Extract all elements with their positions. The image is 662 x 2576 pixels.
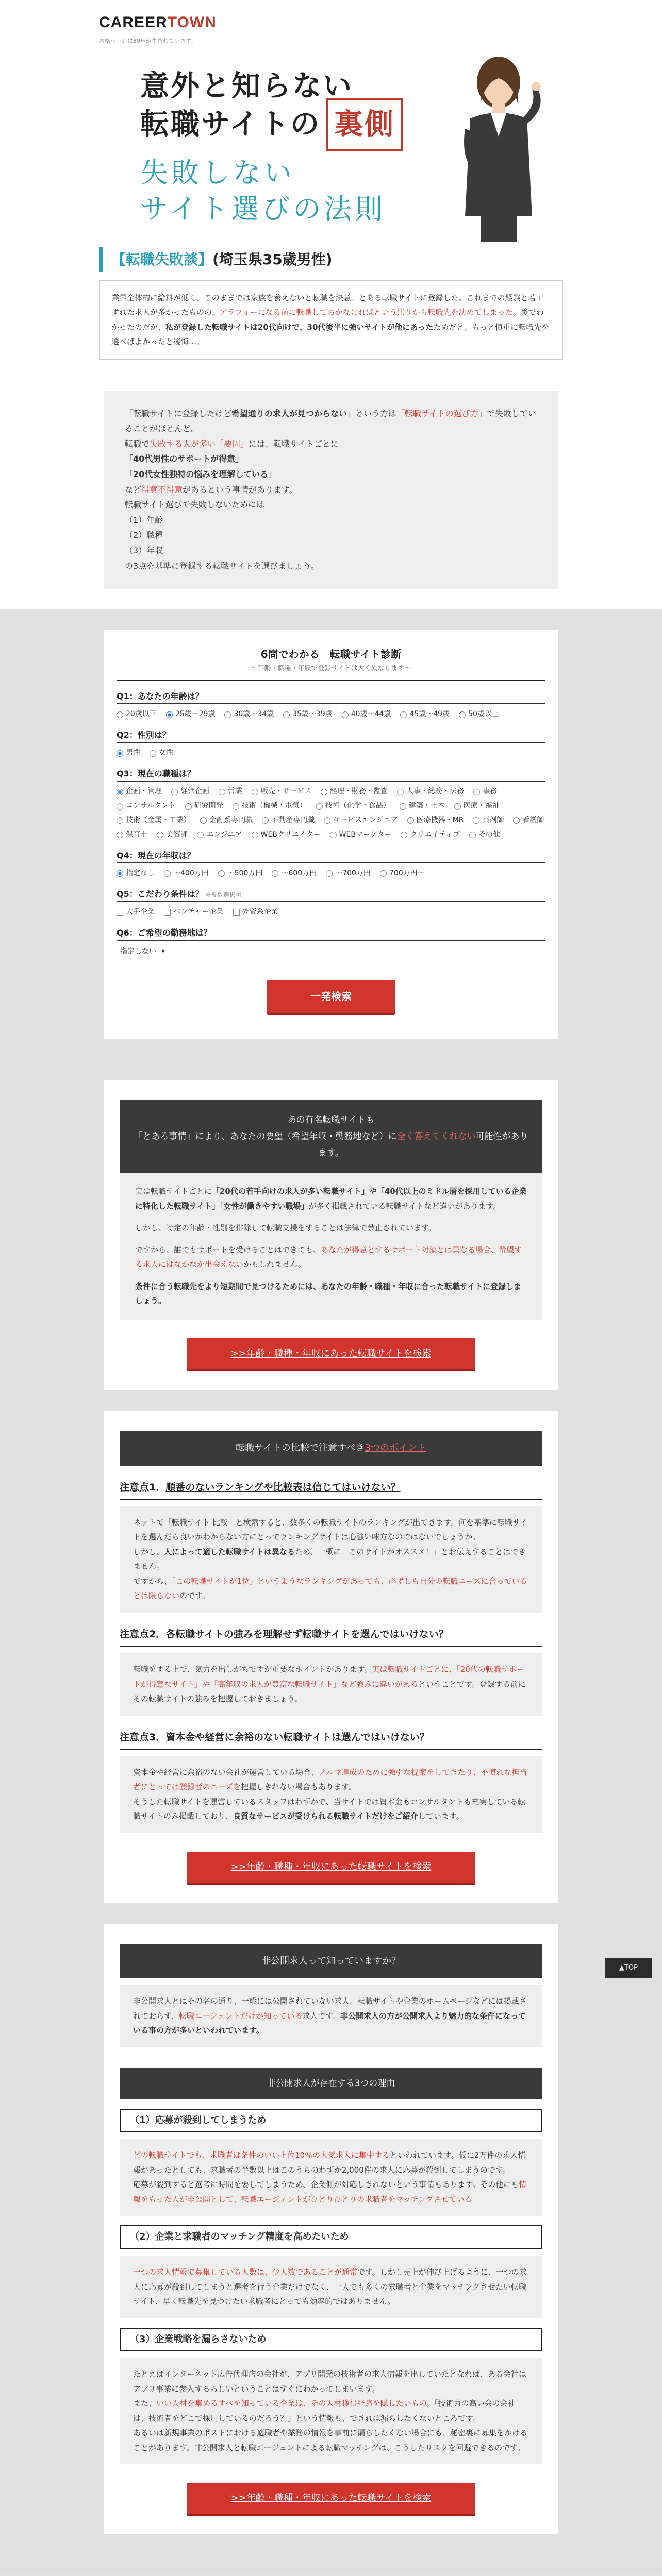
q4_opts-option[interactable] bbox=[117, 868, 155, 880]
q3_opts-option[interactable] bbox=[262, 815, 315, 827]
reason-2-body: 一つの求人情報で募集している人数は、少人数であることが通常です。しかし売上が伸び上げるように、一つの求人に応募が殺到してしまうと選考を行う企業だけでなく、一人でも多くの求職者と企業をマッチングさせたい転職サイト、早く転職先を見つけたい求職者にとっても効率的ではありません。 bbox=[120, 2256, 542, 2318]
q3_opts-option[interactable] bbox=[252, 829, 321, 841]
option-label: 外資系企業 bbox=[242, 907, 278, 916]
q1_opts-option[interactable] bbox=[117, 708, 157, 721]
question-gender: Q2：性別は？ 男性 女性 bbox=[117, 728, 545, 759]
question-age: Q1：あなたの年齢は？ 20歳以下 25歳〜29歳 30歳〜34歳 35歳〜39歳 40歳〜44歳 45歳〜49歳 50歳以上 bbox=[117, 689, 545, 721]
search-button[interactable]: 一発検索 bbox=[267, 980, 395, 1013]
radio-button[interactable] bbox=[224, 711, 231, 718]
option-label: 人事・総務・法務 bbox=[406, 787, 464, 796]
checkbox[interactable] bbox=[164, 909, 171, 916]
radio-button[interactable] bbox=[401, 832, 407, 838]
q3_opts-option[interactable] bbox=[117, 786, 162, 798]
radio-button[interactable] bbox=[473, 817, 479, 824]
q4_opts-option[interactable] bbox=[272, 868, 317, 880]
hidden-jobs-title: 非公開求人って知っていますか？ bbox=[120, 1944, 542, 1979]
option-label: 40歳〜44歳 bbox=[351, 710, 391, 719]
option-label: 〜600万円 bbox=[281, 869, 317, 877]
radio-button[interactable] bbox=[252, 789, 258, 795]
radio-button[interactable] bbox=[316, 803, 323, 810]
option-label: 経理・財務・監査 bbox=[330, 787, 388, 796]
q1_opts-option[interactable] bbox=[459, 708, 499, 721]
q3_opts-option[interactable] bbox=[171, 786, 209, 798]
radio-button[interactable] bbox=[326, 870, 333, 877]
radio-button[interactable] bbox=[117, 870, 123, 877]
site-tagline: 本格ページに30年が生まれています。 bbox=[99, 38, 196, 44]
question-location: Q6：ご希望の勤務地は？ 指定しない ▾ bbox=[117, 926, 545, 959]
option-label: ベンチャー企業 bbox=[173, 907, 224, 916]
option-label: 大手企業 bbox=[126, 907, 155, 916]
option-label: 営業 bbox=[228, 787, 242, 796]
option-label: 薬剤師 bbox=[482, 816, 504, 824]
radio-button[interactable] bbox=[454, 803, 461, 810]
point-1-body: ネットで「転職サイト 比較」と検索すると、数多くの転職サイトのランキングが出てきます。何を基準に転職サイトを選んだら良いかわからない方にとってランキングサイトは心強い味方なのではないでしょうか。 しかし、人によって適した転職サイトは異なるため、一概に「このサイトがオススメ！」とお伝えすることはできません。 ですから、「この転職サイトが1位」というようなランキングがあっても、必ずしも自分の転職ニーズに合っているとは限らないのです。 bbox=[120, 1506, 542, 1613]
search-site-button[interactable]: >>年齢・職種・年収にあった転職サイトを検索 bbox=[187, 1338, 475, 1369]
option-label: 〜700万円 bbox=[335, 869, 371, 877]
q4_opts-option[interactable] bbox=[326, 868, 371, 880]
option-label: サービスエンジニア bbox=[333, 816, 398, 824]
q3_opts-option[interactable] bbox=[401, 829, 460, 841]
option-label: 看護師 bbox=[522, 816, 544, 824]
radio-button[interactable] bbox=[218, 870, 225, 877]
q5_opts-option[interactable] bbox=[164, 906, 224, 919]
radio-button[interactable] bbox=[469, 832, 476, 838]
option-label: 研究開発 bbox=[194, 802, 223, 810]
option-label: 指定なし bbox=[126, 869, 155, 877]
q3_opts-option[interactable] bbox=[330, 829, 392, 841]
diagnosis-form bbox=[104, 630, 558, 1038]
option-label: WEBマーケター bbox=[339, 830, 392, 839]
radio-button[interactable] bbox=[219, 789, 225, 795]
radio-button[interactable] bbox=[473, 789, 480, 795]
q3_opts-option[interactable] bbox=[252, 786, 311, 798]
option-label: 経営企画 bbox=[180, 787, 209, 796]
q3_opts-option[interactable] bbox=[469, 829, 500, 841]
warning-body: 実は転職サイトごとに「20代の若手向けの求人が多い転職サイト」や「40代以上のミドル層を採用している企業に特化した転職サイト」「女性が働きやすい職場」が多く掲載されている転職サイトなど違いがあります。 しかし、特定の年齢・性別を排除して転職支援をすることは法律で禁止されています。 ですから、誰でもサポートを受けることはできても、あなたが得意とするサポート対象とは異なる場合、希望する求人にはなかなか出会えないかもしれません。 条件に合う転職先をより短期間で見つけるためには、あなたの年齢・職種・年収に合った転職サイトに登録しましょう。 bbox=[120, 1173, 542, 1320]
q3_opts-option[interactable] bbox=[117, 815, 191, 827]
q1_opts-option[interactable] bbox=[166, 708, 216, 721]
hero-line-2: 転職サイトの 裏側 bbox=[140, 98, 403, 151]
option-label: 事務 bbox=[483, 787, 497, 796]
q3_opts-option[interactable] bbox=[117, 829, 147, 841]
radio-button[interactable] bbox=[252, 832, 258, 838]
q4_opts-option[interactable] bbox=[218, 868, 263, 880]
option-label: WEBクリエイター bbox=[260, 830, 321, 839]
back-to-top-button[interactable]: ▲TOP bbox=[605, 1958, 652, 1978]
q3_opts-option[interactable] bbox=[233, 800, 307, 812]
radio-button[interactable] bbox=[380, 870, 387, 877]
hidden-jobs-card bbox=[104, 1924, 558, 2534]
radio-button[interactable] bbox=[262, 817, 269, 824]
hero-line-3: 失敗しない bbox=[140, 157, 295, 189]
site-header bbox=[99, 0, 563, 46]
site-logo[interactable]: CAREERTOWN bbox=[99, 14, 217, 31]
option-label: 美容師 bbox=[166, 830, 188, 839]
intro-band bbox=[0, 360, 662, 610]
warning-banner: あの有名転職サイトも 「とある事情」により、あなたの要望（希望年収・勤務地など）に全く答えてくれない可能性があります。 bbox=[120, 1100, 542, 1173]
radio-button[interactable] bbox=[513, 817, 520, 824]
option-label: 〜500万円 bbox=[227, 869, 263, 877]
radio-button[interactable] bbox=[166, 711, 173, 718]
radio-button[interactable] bbox=[400, 803, 406, 810]
q3_opts-option[interactable] bbox=[473, 786, 497, 798]
q3_opts-option[interactable] bbox=[157, 829, 188, 841]
radio-button[interactable] bbox=[459, 711, 466, 718]
radio-button[interactable] bbox=[342, 711, 349, 718]
reasons-title: 非公開求人が存在する3つの理由 bbox=[120, 2068, 542, 2099]
reason-1-title: （1）応募が殺到してしまうため bbox=[120, 2109, 542, 2133]
question-conditions: Q5：こだわり条件は？ ※複数選択可 大手企業 ベンチャー企業 外資系企業 bbox=[117, 887, 545, 919]
q1_opts-option[interactable] bbox=[283, 708, 333, 721]
q3_opts-option[interactable] bbox=[513, 815, 544, 827]
option-label: 25歳〜29歳 bbox=[175, 710, 216, 719]
q3_opts-option[interactable] bbox=[219, 786, 242, 798]
search-site-button[interactable]: >>年齢・職種・年収にあった転職サイトを検索 bbox=[187, 2483, 475, 2514]
radio-button[interactable] bbox=[200, 817, 207, 824]
option-label: 45歳〜49歳 bbox=[409, 710, 450, 719]
q3_opts-option[interactable] bbox=[407, 815, 464, 827]
warning-card bbox=[104, 1080, 558, 1390]
point-3-body: 資本金や経営に余裕のない会社が運営している場合、ノルマ達成のために強引な提案をしてきたり、不慣れな担当者にとっては登録者のニーズを把握しきれない場合もあります。 そうした転職サイトを運営しているスタッフはわずかで、当サイトでは資本金もコンサルタントも充実している転職サイトのみ掲載しており、良質なサービスが受けられる転職サイトだけをご紹介しています。 bbox=[120, 1756, 542, 1833]
option-label: 50歳以上 bbox=[468, 710, 499, 719]
option-label: 販売・サービス bbox=[261, 787, 311, 796]
point-3-title: 注意点3．資本金や経営に余裕のない転職サイトは選んではいけない？ bbox=[120, 1721, 542, 1750]
radio-button[interactable] bbox=[117, 750, 123, 757]
option-label: コンサルタント bbox=[126, 802, 176, 810]
option-label: 不動産専門職 bbox=[271, 816, 315, 824]
option-label: クリエイティブ bbox=[410, 830, 460, 839]
radio-button[interactable] bbox=[330, 832, 337, 838]
q3_opts-option[interactable] bbox=[321, 786, 388, 798]
option-label: 金融系専門職 bbox=[209, 816, 253, 824]
radio-button[interactable] bbox=[117, 803, 123, 810]
diagnosis-subtitle: 〜年齢・職種・年収で登録サイトは大く異なります〜 bbox=[117, 663, 545, 681]
q3_opts-option[interactable] bbox=[185, 800, 223, 812]
option-label: 保育士 bbox=[126, 830, 147, 839]
radio-button[interactable] bbox=[283, 711, 290, 718]
option-label: 〜400万円 bbox=[173, 869, 209, 877]
radio-button[interactable] bbox=[324, 817, 330, 824]
checkbox[interactable] bbox=[117, 909, 123, 916]
radio-button[interactable] bbox=[233, 803, 239, 810]
checkbox[interactable] bbox=[233, 909, 240, 916]
option-label: 男性 bbox=[126, 749, 140, 757]
radio-button[interactable] bbox=[171, 789, 178, 795]
radio-button[interactable] bbox=[117, 789, 123, 795]
option-label: 技術（機械・電気） bbox=[241, 802, 307, 810]
hero-banner bbox=[99, 46, 563, 242]
q3_opts-option[interactable] bbox=[117, 800, 176, 812]
option-label: 700万円〜 bbox=[389, 869, 425, 877]
location-select[interactable]: 指定しない ▾ bbox=[117, 945, 168, 959]
q2_opts-option[interactable] bbox=[117, 747, 140, 759]
question-income: Q4：現在の年収は？ 指定なし 〜400万円 〜500万円 〜600万円 〜700万円 700万円〜 bbox=[117, 849, 545, 880]
reason-2-title: （2）企業と求職者のマッチング精度を高めたいため bbox=[120, 2225, 542, 2249]
radio-button[interactable] bbox=[150, 750, 156, 757]
q3_opts-option[interactable] bbox=[454, 800, 500, 812]
option-label: 医療・福祉 bbox=[463, 802, 500, 810]
case-title: 【転職失敗談】(埼玉県35歳男性) bbox=[99, 247, 563, 272]
point-1-title: 注意点1．順番のないランキングや比較表は信じてはいけない？ bbox=[120, 1471, 542, 1500]
option-label: 20歳以下 bbox=[126, 710, 157, 719]
option-label: 企画・管理 bbox=[126, 787, 162, 796]
q3_opts-option[interactable] bbox=[473, 815, 504, 827]
radio-button[interactable] bbox=[185, 803, 192, 810]
option-label: 技術（化学・食品） bbox=[325, 802, 390, 810]
option-label: 医療機器・MR bbox=[416, 816, 464, 824]
q5_opts-option[interactable] bbox=[117, 906, 155, 919]
q1_opts-option[interactable] bbox=[342, 708, 391, 721]
search-site-button[interactable]: >>年齢・職種・年収にあった転職サイトを検索 bbox=[187, 1852, 475, 1883]
point-2-body: 転職をする上で、気力を出しがちですが重要なポイントがあります。実は転職サイトごとに、「20代の転職サポートが得意なサイト」や「高年収の求人が豊富な転職サイト」など強みに違いがあるということです。登録する前にその転職サイトの強みを把握しておきましょう。 bbox=[120, 1653, 542, 1716]
q3_opts-option[interactable] bbox=[400, 800, 445, 812]
points-title: 転職サイトの比較で注意すべき3つのポイント bbox=[120, 1431, 542, 1466]
q4_opts-option[interactable] bbox=[164, 868, 209, 880]
hidden-jobs-body: 非公開求人とはその名の通り、一般には公開されていない求人。転職サイトや企業のホームページなどには掲載されておらず、転職エージェントだけが知っている求人です。非公開求人の方が公開求人より魅力的な条件になっている事の方が多いといわれています。 bbox=[120, 1985, 542, 2047]
option-label: 35歳〜39歳 bbox=[292, 710, 333, 719]
radio-button[interactable] bbox=[164, 870, 171, 877]
option-label: その他 bbox=[478, 830, 500, 839]
radio-button[interactable] bbox=[117, 711, 123, 718]
q1_opts-option[interactable] bbox=[224, 708, 274, 721]
q5_opts-option[interactable] bbox=[233, 906, 278, 919]
hero-line-1: 意外と知らない bbox=[140, 70, 353, 103]
radio-button[interactable] bbox=[400, 711, 407, 718]
option-label: エンジニア bbox=[206, 830, 242, 839]
q3_opts-option[interactable] bbox=[324, 815, 398, 827]
radio-button[interactable] bbox=[321, 789, 327, 795]
radio-button[interactable] bbox=[197, 832, 204, 838]
q4_opts-option[interactable] bbox=[380, 868, 425, 880]
intro-box: 「転職サイトに登録したけど希望通りの求人が見つからない」という方は「転職サイトの選び方」で失敗していることがほとんど。 転職で失敗する人が多い「要因」には、転職サイトごとに 「40代男性のサポートが得意」 「20代女性独特の悩みを理解している」 など得意不得意があるという事情があります。 転職サイト選びで失敗しないためには （1）年齢 （2）職種 （3）年収 の3点を基準に登録する転職サイトを選びましょう。 bbox=[104, 391, 558, 589]
radio-button[interactable] bbox=[157, 832, 163, 838]
q3_opts-option[interactable] bbox=[316, 800, 390, 812]
hero-highlight-box: 裏側 bbox=[326, 98, 403, 151]
point-2-title: 注意点2．各転職サイトの強みを理解せず転職サイトを選んではいけない？ bbox=[120, 1618, 542, 1647]
case-section bbox=[99, 247, 563, 360]
q3_opts-option[interactable] bbox=[397, 786, 464, 798]
reason-3-body: たとえばインターネット広告代理店の会社が、アプリ開発の技術者の求人情報を出していたとなれば、ある会社はアプリ事業に参入するらしいということはすぐにわかってしまいます。 また、いい人材を集めるすべを知っている企業は、その人材獲得経路を隠したいもの。「技術力の高い会の会社は、技術者をどこで採用しているのだろう？」という情報も、できれば漏らしたくないところです。 あるいは新規事業のポストにおける適職者や業務の情報を事前に漏らしたくない場合にも、秘密裏に募集をかけることがあります。非公開求人と転職エージェントによる転職マッチングは、こうしたリスクを回避できるのです。 bbox=[120, 2358, 542, 2464]
businesswoman-illustration bbox=[450, 46, 548, 242]
q3_opts-option[interactable] bbox=[197, 829, 242, 841]
reason-3-title: （3）企業戦略を漏らさないため bbox=[120, 2328, 542, 2352]
radio-button[interactable] bbox=[117, 832, 123, 838]
option-label: 女性 bbox=[159, 749, 173, 757]
q3_opts-option[interactable] bbox=[200, 815, 253, 827]
reason-1-body: どの転職サイトでも、求職者は条件のいい上位10％の人気求人に集中するといわれています。仮に2万件の求人情報があったとしても、求職者の半数以上はこのうちのわずか2,000件の求人に応募が殺到してしまうのです。 応募が殺到すると選考に時間を要してしまうため、企業側が対応しきれないという事情もあります。その他にも情報をもった人が非公開として、転職エージェントがひとりひとりの求職者をマッチングさせている bbox=[120, 2139, 542, 2216]
radio-button[interactable] bbox=[272, 870, 278, 877]
radio-button[interactable] bbox=[117, 817, 123, 824]
radio-button[interactable] bbox=[407, 817, 414, 824]
option-label: 技術（金属・工業） bbox=[126, 816, 191, 824]
q1_opts-option[interactable] bbox=[400, 708, 450, 721]
question-job: Q3：現在の職種は？ 企画・管理 経営企画 営業 販売・サービス 経理・財務・監査 人事・総務・法務 事務 コンサルタント 研究開発 技術（機械・電気） 技術（化学・食品） 建築・土木 医療・福祉 技術（金属・工業） 金融系専門職 不動産専門職 サービスエンジニア 医療機器・MR 薬剤師 看護師 保育士 美容師 エンジニア WEBクリエイター WEBマーケター クリエイティブ その他 bbox=[117, 767, 545, 841]
hero-line-4: サイト選びの法則 bbox=[140, 193, 386, 225]
diagnosis-band bbox=[0, 609, 662, 1059]
points-card bbox=[104, 1411, 558, 1903]
q2_opts-option[interactable] bbox=[150, 747, 173, 759]
case-story: 業界全体的に給料が低く、このままでは家族を養えないと転職を決意。とある転職サイトに登録した。これまでの経験と若干ずれた求人が多かったものの、アラフォーになる前に転職しておかなければという焦りから転職先を決めてしまった。後でわかったのだが、私が登録した転職サイトは20代向けで、30代後半に強いサイトが他にあったためだと、もっと慎重に転職先を選べばよかったと後悔…。 bbox=[99, 280, 563, 360]
content-band bbox=[0, 1059, 662, 2576]
radio-button[interactable] bbox=[397, 789, 404, 795]
option-label: 30歳〜34歳 bbox=[234, 710, 274, 719]
diagnosis-title: 6問でわかる 転職サイト診断 bbox=[260, 648, 402, 661]
option-label: 建築・土木 bbox=[408, 802, 445, 810]
